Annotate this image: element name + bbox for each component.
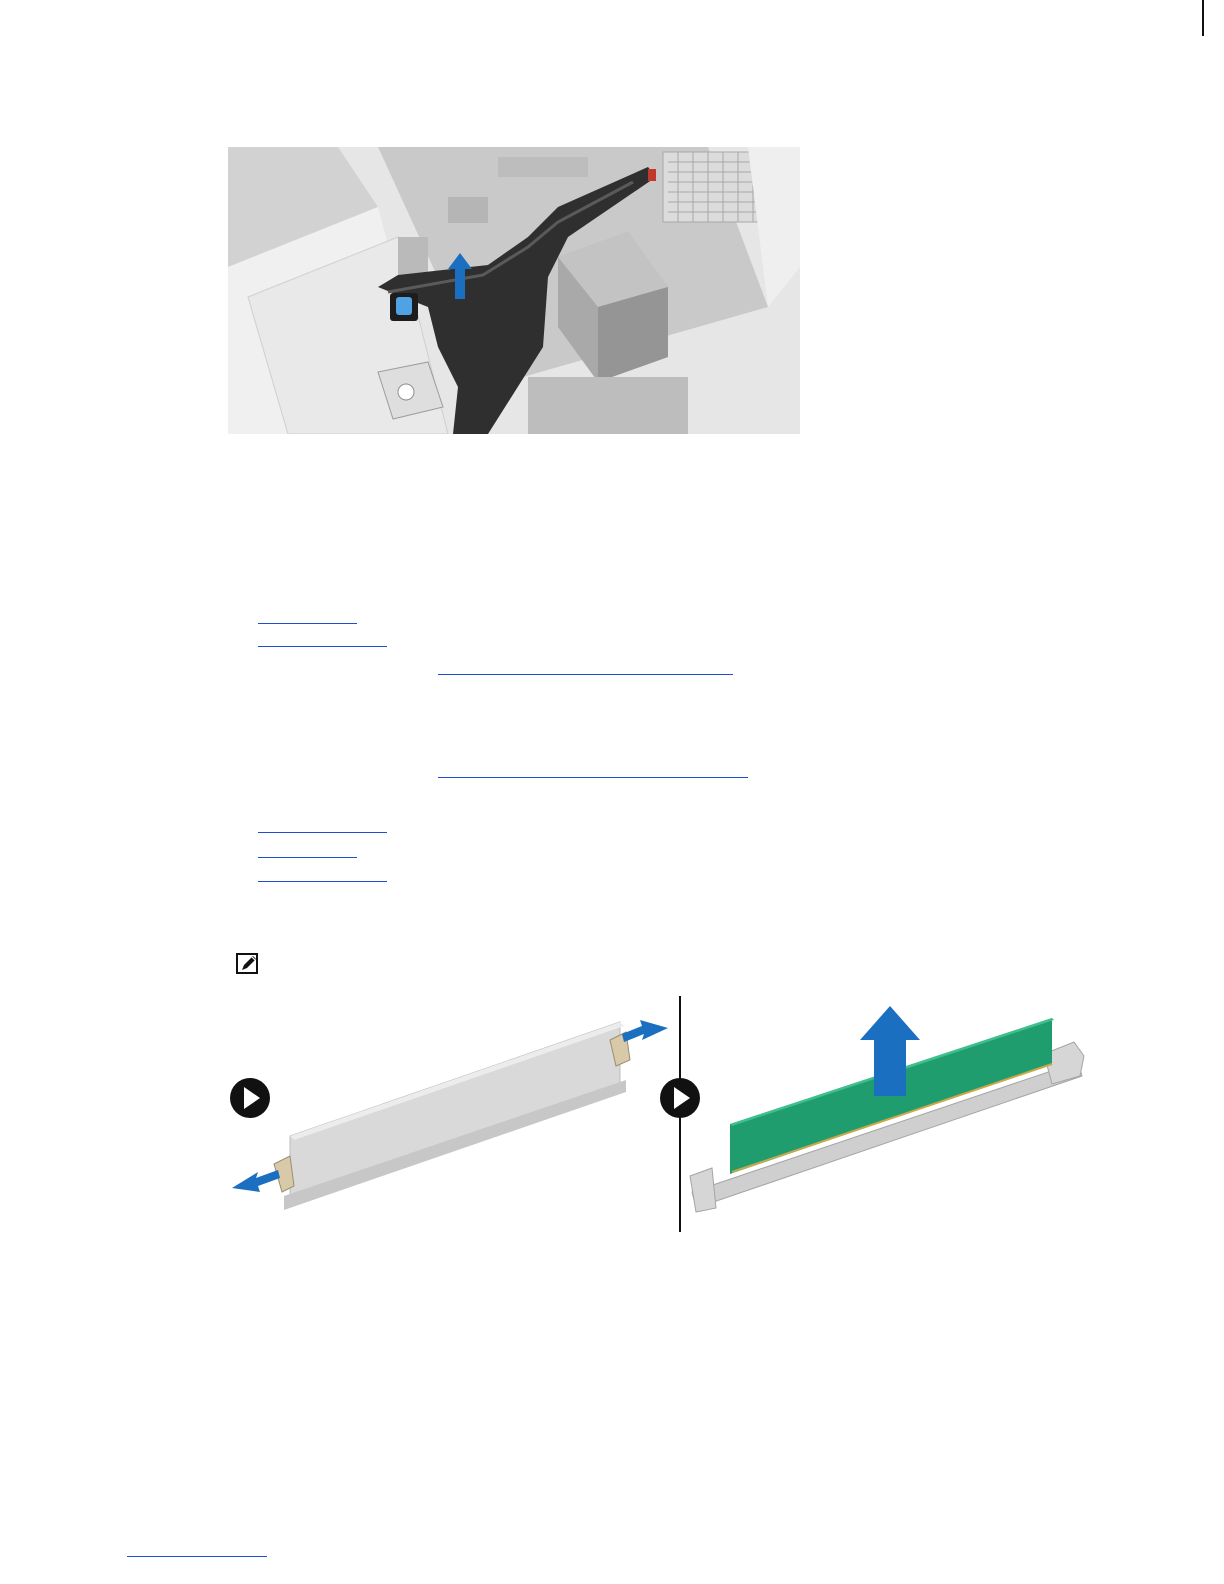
left-step-panel: [230, 1020, 668, 1210]
link-5[interactable]: [258, 831, 387, 833]
memory-removal-figure: [222, 996, 1088, 1232]
link-2[interactable]: [258, 645, 387, 647]
link-1[interactable]: [258, 622, 357, 624]
link-7[interactable]: [258, 880, 387, 882]
page-edge-mark: [1202, 0, 1204, 36]
link-6[interactable]: [258, 856, 357, 858]
right-step-panel: [660, 1006, 1084, 1212]
link-8[interactable]: [127, 1555, 267, 1557]
link-4[interactable]: [438, 776, 748, 778]
link-3[interactable]: [438, 673, 733, 675]
pencil-note-icon: [236, 953, 260, 975]
shroud-removal-figure: [228, 147, 800, 434]
